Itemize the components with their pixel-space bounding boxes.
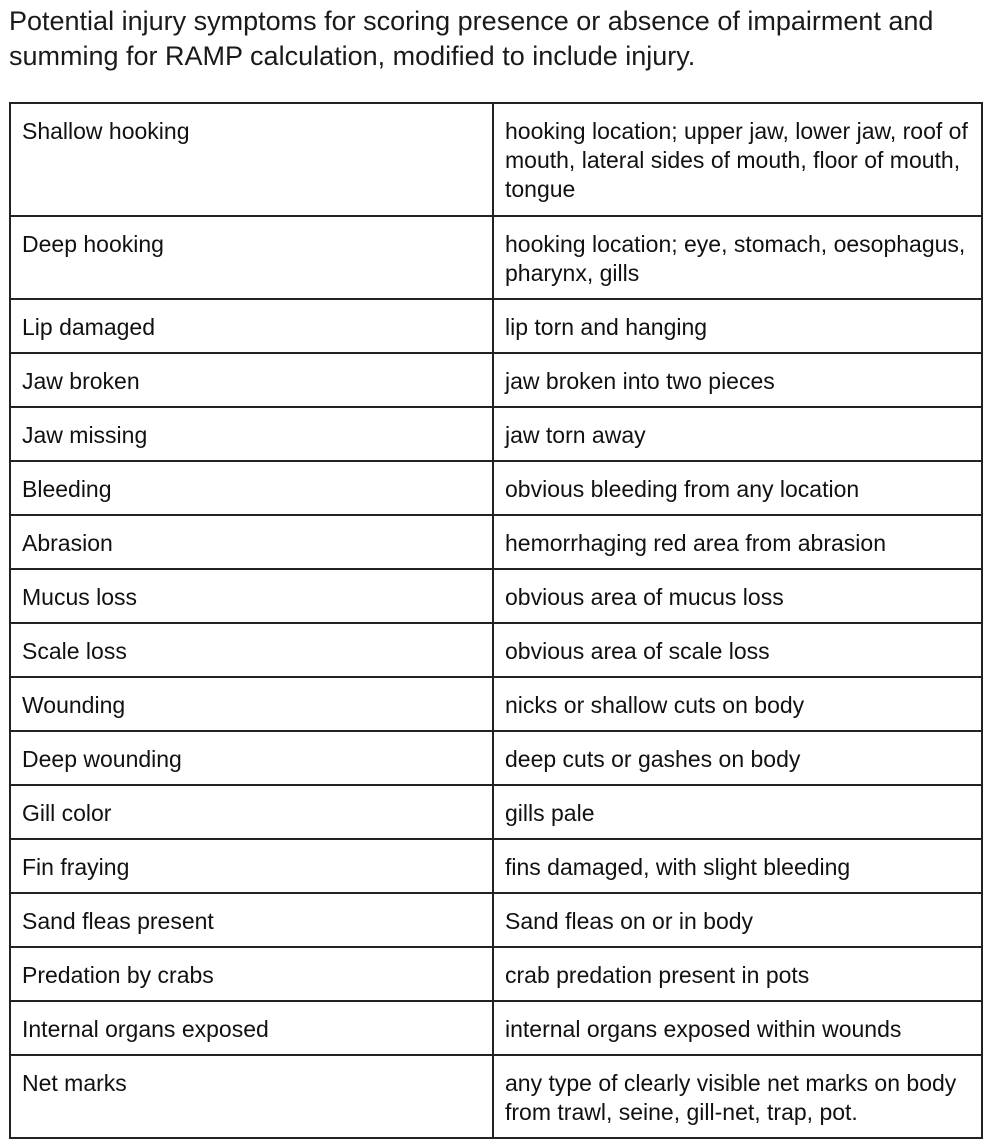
description-cell: deep cuts or gashes on body [493,731,982,785]
description-cell: hemorrhaging red area from abrasion [493,515,982,569]
table-caption: Potential injury symptoms for scoring presence or absence of impairment and summing for RAMP calculation, modified to include injury. [9,6,934,71]
table-row [10,216,982,299]
description-cell: any type of clearly visible net marks on body from trawl, seine, gill-net, trap, pot. [493,1055,982,1138]
table-row [10,731,982,785]
symptom-cell: Mucus loss [10,569,493,623]
description-cell: jaw broken into two pieces [493,353,982,407]
description-cell: hooking location; eye, stomach, oesophagus, pharynx, gills [493,216,982,299]
symptom-cell: Internal organs exposed [10,1001,493,1055]
description-cell: obvious area of mucus loss [493,569,982,623]
table-row [10,569,982,623]
description-cell: nicks or shallow cuts on body [493,677,982,731]
description-cell: fins damaged, with slight bleeding [493,839,982,893]
description-cell: obvious area of scale loss [493,623,982,677]
description-cell: lip torn and hanging [493,299,982,353]
symptom-cell: Jaw missing [10,407,493,461]
table-row [10,839,982,893]
description-cell: Sand fleas on or in body [493,893,982,947]
table-row [10,1055,982,1138]
description-cell: internal organs exposed within wounds [493,1001,982,1055]
symptom-cell: Jaw broken [10,353,493,407]
table-row [10,623,982,677]
table-row [10,893,982,947]
table-row [10,677,982,731]
table-row [10,353,982,407]
table-row [10,1001,982,1055]
table-row [10,785,982,839]
symptom-cell: Wounding [10,677,493,731]
symptom-cell: Shallow hooking [10,103,493,216]
symptom-cell: Gill color [10,785,493,839]
table-row [10,407,982,461]
symptom-cell: Bleeding [10,461,493,515]
symptom-cell: Sand fleas present [10,893,493,947]
table-row [10,461,982,515]
description-cell: crab predation present in pots [493,947,982,1001]
table-row [10,947,982,1001]
table-row [10,103,982,216]
injury-symptoms-table [9,102,983,1139]
symptom-cell: Fin fraying [10,839,493,893]
table-row [10,299,982,353]
symptom-cell: Predation by crabs [10,947,493,1001]
symptom-cell: Deep wounding [10,731,493,785]
description-cell: hooking location; upper jaw, lower jaw, roof of mouth, lateral sides of mouth, floor of mouth, tongue [493,103,982,216]
description-cell: obvious bleeding from any location [493,461,982,515]
symptom-cell: Deep hooking [10,216,493,299]
description-cell: gills pale [493,785,982,839]
symptom-cell: Lip damaged [10,299,493,353]
symptom-cell: Net marks [10,1055,493,1138]
symptom-cell: Abrasion [10,515,493,569]
table-row [10,515,982,569]
symptom-cell: Scale loss [10,623,493,677]
description-cell: jaw torn away [493,407,982,461]
